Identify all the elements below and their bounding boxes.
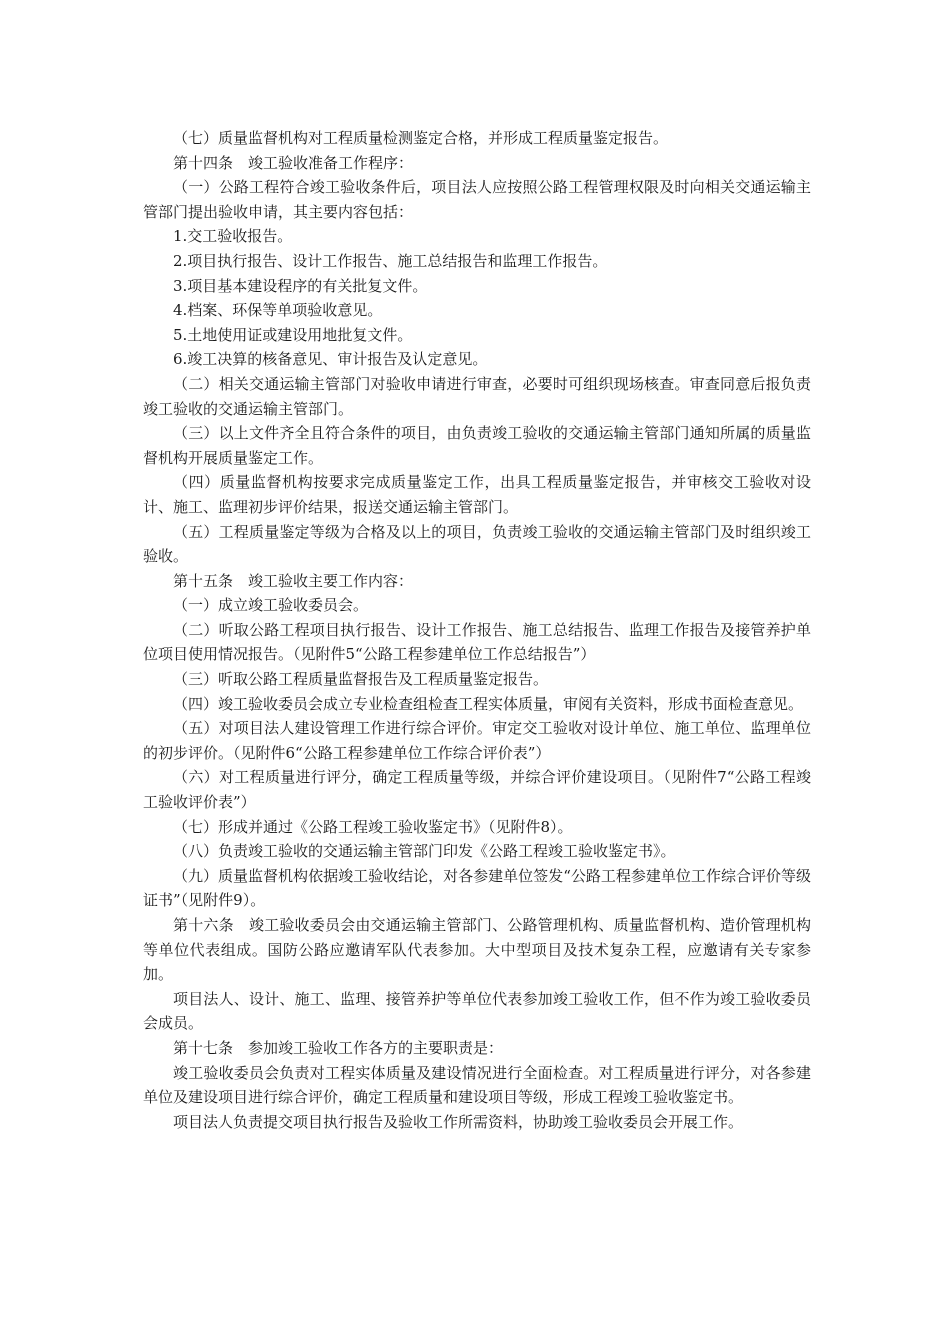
paragraph-7-quality-appraisal: （七）质量监督机构对工程质量检测鉴定合格，并形成工程质量鉴定报告。 — [173, 129, 669, 147]
item-7-certificate: （七）形成并通过《公路工程竣工验收鉴定书》（见附件8）。 — [173, 817, 573, 836]
article-14-heading: 第十四条 竣工验收准备工作程序： — [173, 153, 414, 172]
article-15-heading: 第十五条 竣工验收主要工作内容： — [173, 571, 414, 590]
article-17-heading: 第十七条 参加竣工验收工作各方的主要职责是： — [173, 1038, 504, 1057]
item-5-evaluation: （五）对项目法人建设管理工作进行综合评价。审定交工验收对设计单位、施工单位、监理单位的初步评价。（见附件6“公路工程参建单位工作综合评价表”） — [143, 719, 811, 762]
paragraph-2-review: （二）相关交通运输主管部门对验收申请进行审查，必要时可组织现场核查。审查同意后报负责竣工验收的交通运输主管部门。 — [143, 374, 811, 418]
paragraph-owner-duties: 项目法人负责提交项目执行报告及验收工作所需资料，协助竣工验收委员会开展工作。 — [173, 1112, 744, 1131]
paragraph-1-application: （一）公路工程符合竣工验收条件后，项目法人应按照公路工程管理权限及时向相关交通运输主管部门提出验收申请，其主要内容包括： — [143, 178, 811, 221]
item-3-supervision-report: （三）听取公路工程质量监督报告及工程质量鉴定报告。 — [173, 670, 549, 689]
article-16-committee-composition: 第十六条 竣工验收委员会由交通运输主管部门、公路管理机构、质量监督机构、造价管理机构等单位代表组成。国防公路应邀请军队代表参加。大中型项目及技术复杂工程，应邀请有关专家参加。 — [143, 916, 811, 984]
list-item-5: 5.土地使用证或建设用地批复文件。 — [173, 325, 413, 344]
document-body — [143, 126, 811, 1134]
item-1-committee: （一）成立竣工验收委员会。 — [173, 596, 369, 615]
list-item-2: 2.项目执行报告、设计工作报告、施工总结报告和监理工作报告。 — [173, 251, 608, 270]
paragraph-committee-duties: 竣工验收委员会负责对工程实体质量及建设情况进行全面检查。对工程质量进行评分，对各参建单位及建设项目进行综合评价，确定工程质量和建设项目等级，形成工程竣工验收鉴定书。 — [143, 1063, 811, 1107]
list-item-6: 6.竣工决算的核备意见、审计报告及认定意见。 — [173, 350, 488, 369]
item-8-issue: （八）负责竣工验收的交通运输主管部门印发《公路工程竣工验收鉴定书》。 — [173, 842, 676, 861]
list-item-3: 3.项目基本建设程序的有关批复文件。 — [173, 276, 428, 295]
item-9-grade-certificate: （九）质量监督机构依据竣工验收结论，对各参建单位签发“公路工程参建单位工作综合评价等级证书”（见附件9）。 — [143, 866, 811, 910]
item-4-inspection: （四）竣工验收委员会成立专业检查组检查工程实体质量，审阅有关资料，形成书面检查意见。 — [173, 694, 804, 713]
paragraph-participants: 项目法人、设计、施工、监理、接管养护等单位代表参加竣工验收工作，但不作为竣工验收委员会成员。 — [143, 989, 811, 1033]
paragraph-3-notify: （三）以上文件齐全且符合条件的项目，由负责竣工验收的交通运输主管部门通知所属的质量监督机构开展质量鉴定工作。 — [143, 424, 811, 467]
paragraph-5-organize: （五）工程质量鉴定等级为合格及以上的项目，负责竣工验收的交通运输主管部门及时组织竣工验收。 — [143, 522, 811, 566]
paragraph-4-report: （四）质量监督机构按要求完成质量鉴定工作，出具工程质量鉴定报告，并审核交工验收对设计、施工、监理初步评价结果，报送交通运输主管部门。 — [143, 473, 811, 516]
list-item-4: 4.档案、环保等单项验收意见。 — [173, 301, 383, 320]
item-6-scoring: （六）对工程质量进行评分，确定工程质量等级，并综合评价建设项目。（见附件7“公路工程竣工验收评价表”） — [143, 768, 811, 812]
list-item-1: 1.交工验收报告。 — [173, 227, 293, 246]
item-2-reports: （二）听取公路工程项目执行报告、设计工作报告、施工总结报告、监理工作报告及接管养护单位项目使用情况报告。（见附件5“公路工程参建单位工作总结报告”） — [143, 620, 811, 664]
